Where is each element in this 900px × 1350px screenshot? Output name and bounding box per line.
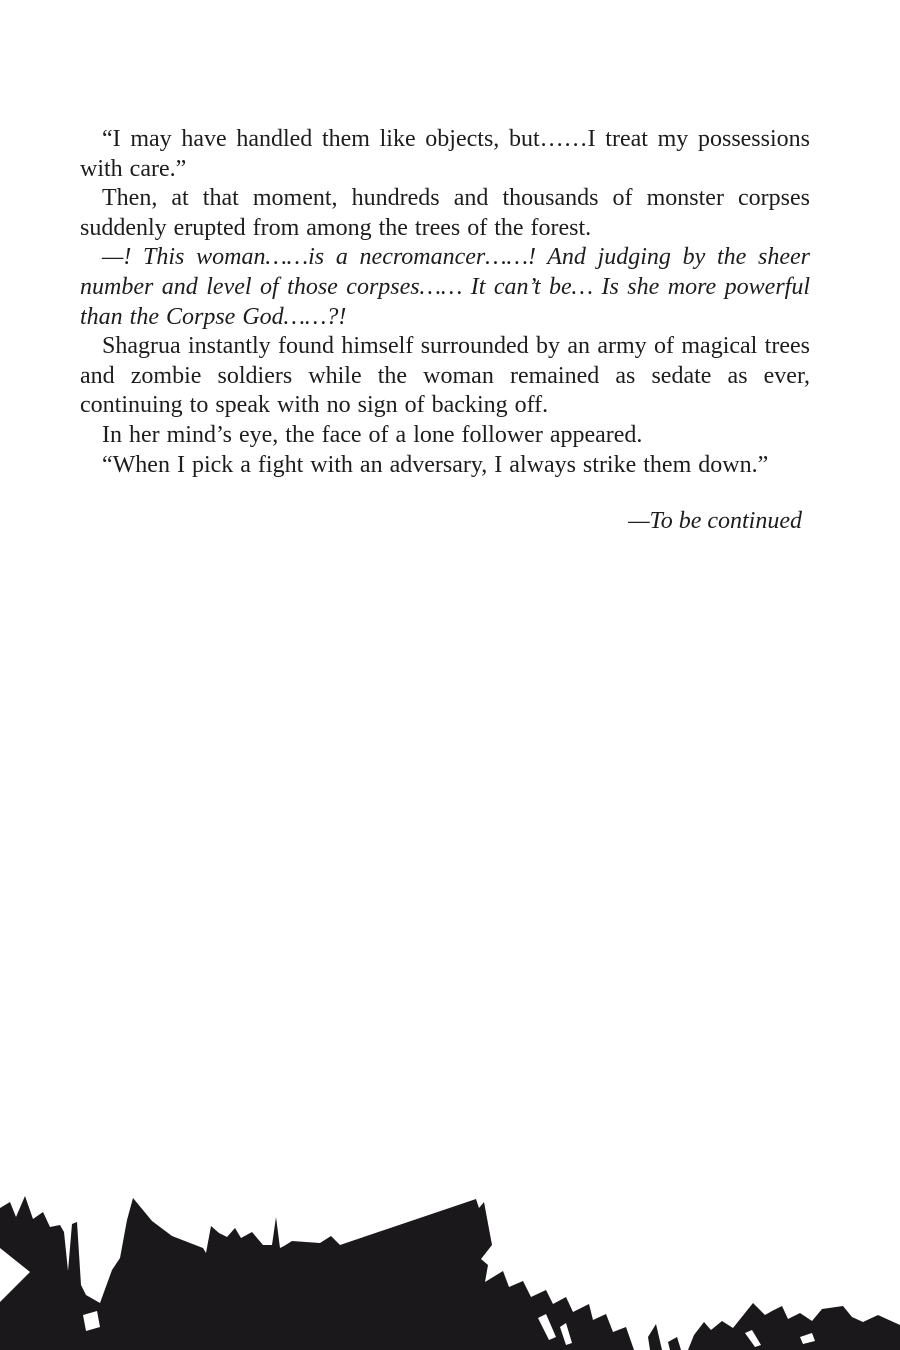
debris-right-cluster [688, 1303, 900, 1350]
debris-shard [668, 1337, 681, 1350]
debris-black-shapes [0, 1196, 900, 1350]
debris-shard [648, 1324, 662, 1350]
shattered-debris-artwork [0, 1175, 900, 1350]
to-be-continued-line: —To be continued [628, 508, 802, 535]
body-paragraph-inner-monologue: —! This woman……is a necromancer……! And judging by the sheer number and level of those corpses…… It can’t be… Is she more powerful than the Corpse God……?! [80, 244, 810, 330]
body-paragraph: In her mind’s eye, the face of a lone follower appeared. [102, 421, 643, 448]
body-paragraph: “When I pick a fight with an adversary, I always strike them down.” [102, 451, 769, 478]
text-block [80, 125, 810, 537]
body-paragraph: Shagrua instantly found himself surrounded by an army of magical trees and zombie soldiers while the woman remained as sedate as ever, continuing to speak with no sign of backing off. [80, 333, 810, 419]
body-paragraph: Then, at that moment, hundreds and thousands of monster corpses suddenly erupted from among the trees of the forest. [80, 185, 810, 241]
body-paragraph: “I may have handled them like objects, but……I treat my possessions with care.” [80, 126, 810, 182]
